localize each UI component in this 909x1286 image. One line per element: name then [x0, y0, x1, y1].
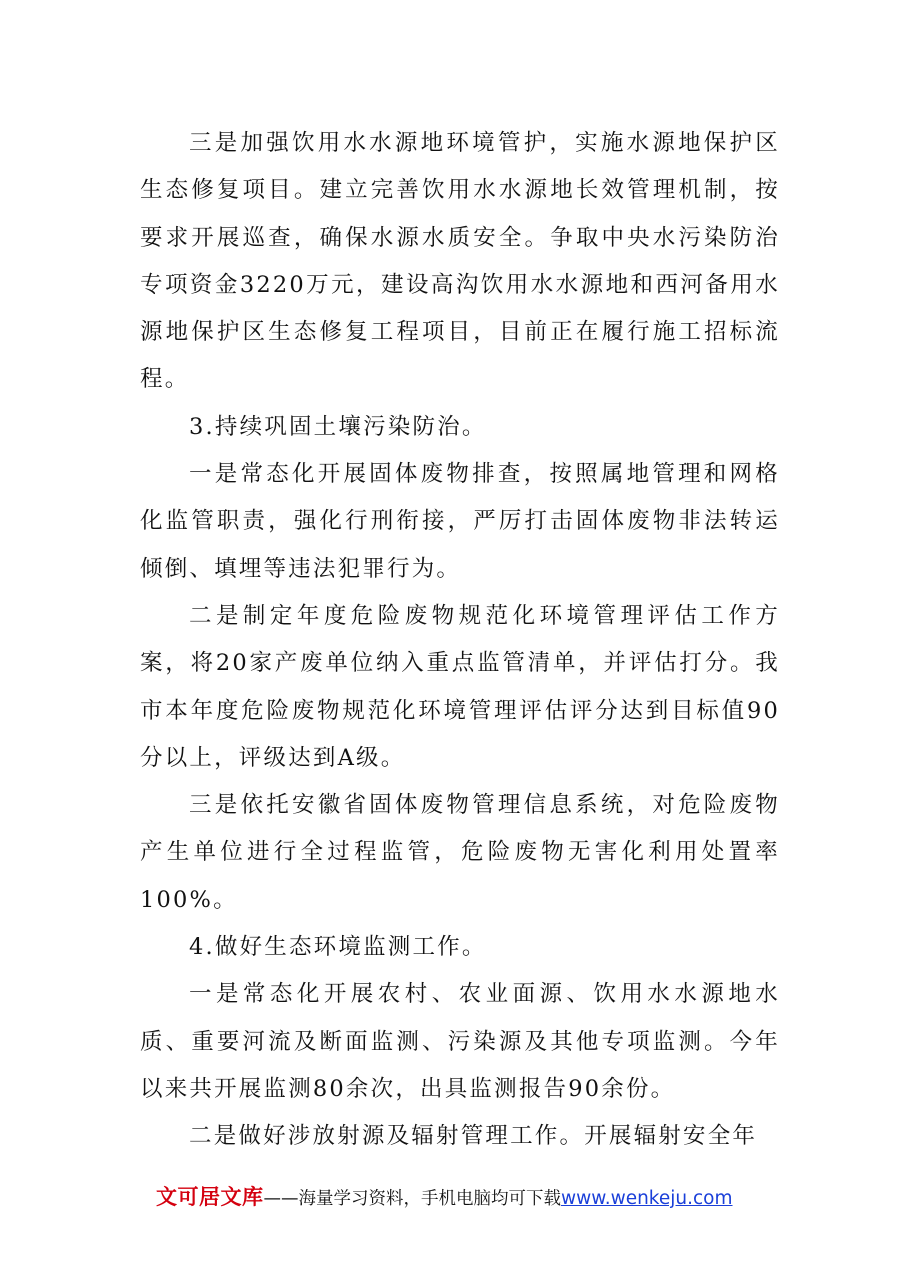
website-link[interactable]: www.wenkeju.com [561, 1188, 733, 1209]
paragraph-water-source: 三是加强饮用水水源地环境管护，实施水源地保护区生态修复项目。建立完善饮用水水源地长效管理机制，按要求开展巡查，确保水源水质安全。争取中央水污染防治专项资金3220万元，建设高沟饮用水水源地和西河备用水源地保护区生态修复工程项目，目前正在履行施工招标流程。 [140, 130, 780, 393]
footer-tagline: ——海量学习资料，手机电脑均可下载 [263, 1189, 561, 1209]
paragraph-solid-waste-inspection: 一是常态化开展固体废物排查，按照属地管理和网格化监管职责，强化行刑衔接，严厉打击固体废物非法转运倾倒、填埋等违法犯罪行为。 [140, 461, 780, 582]
document-body [140, 120, 780, 1161]
section-heading-soil: 3.持续巩固土壤污染防治。 [189, 413, 487, 440]
section-heading-monitoring: 4.做好生态环境监测工作。 [189, 934, 487, 961]
footer-banner [156, 1180, 806, 1214]
brand-name: 文可居文库 [156, 1185, 264, 1209]
paragraph-radiation-management: 二是做好涉放射源及辐射管理工作。开展辐射安全年 [189, 1123, 758, 1150]
paragraph-hazardous-waste-assessment: 二是制定年度危险废物规范化环境管理评估工作方案，将20家产废单位纳入重点监管清单，并评估打分。我市本年度危险废物规范化环境管理评估评分达到目标值90分以上，评级达到A级。 [140, 602, 780, 771]
paragraph-waste-management-system: 三是依托安徽省固体废物管理信息系统，对危险废物产生单位进行全过程监管，危险废物无害化利用处置率100%。 [140, 792, 780, 913]
paragraph-monitoring-work: 一是常态化开展农村、农业面源、饮用水水源地水质、重要河流及断面监测、污染源及其他专项监测。今年以来共开展监测80余次，出具监测报告90余份。 [140, 981, 780, 1102]
